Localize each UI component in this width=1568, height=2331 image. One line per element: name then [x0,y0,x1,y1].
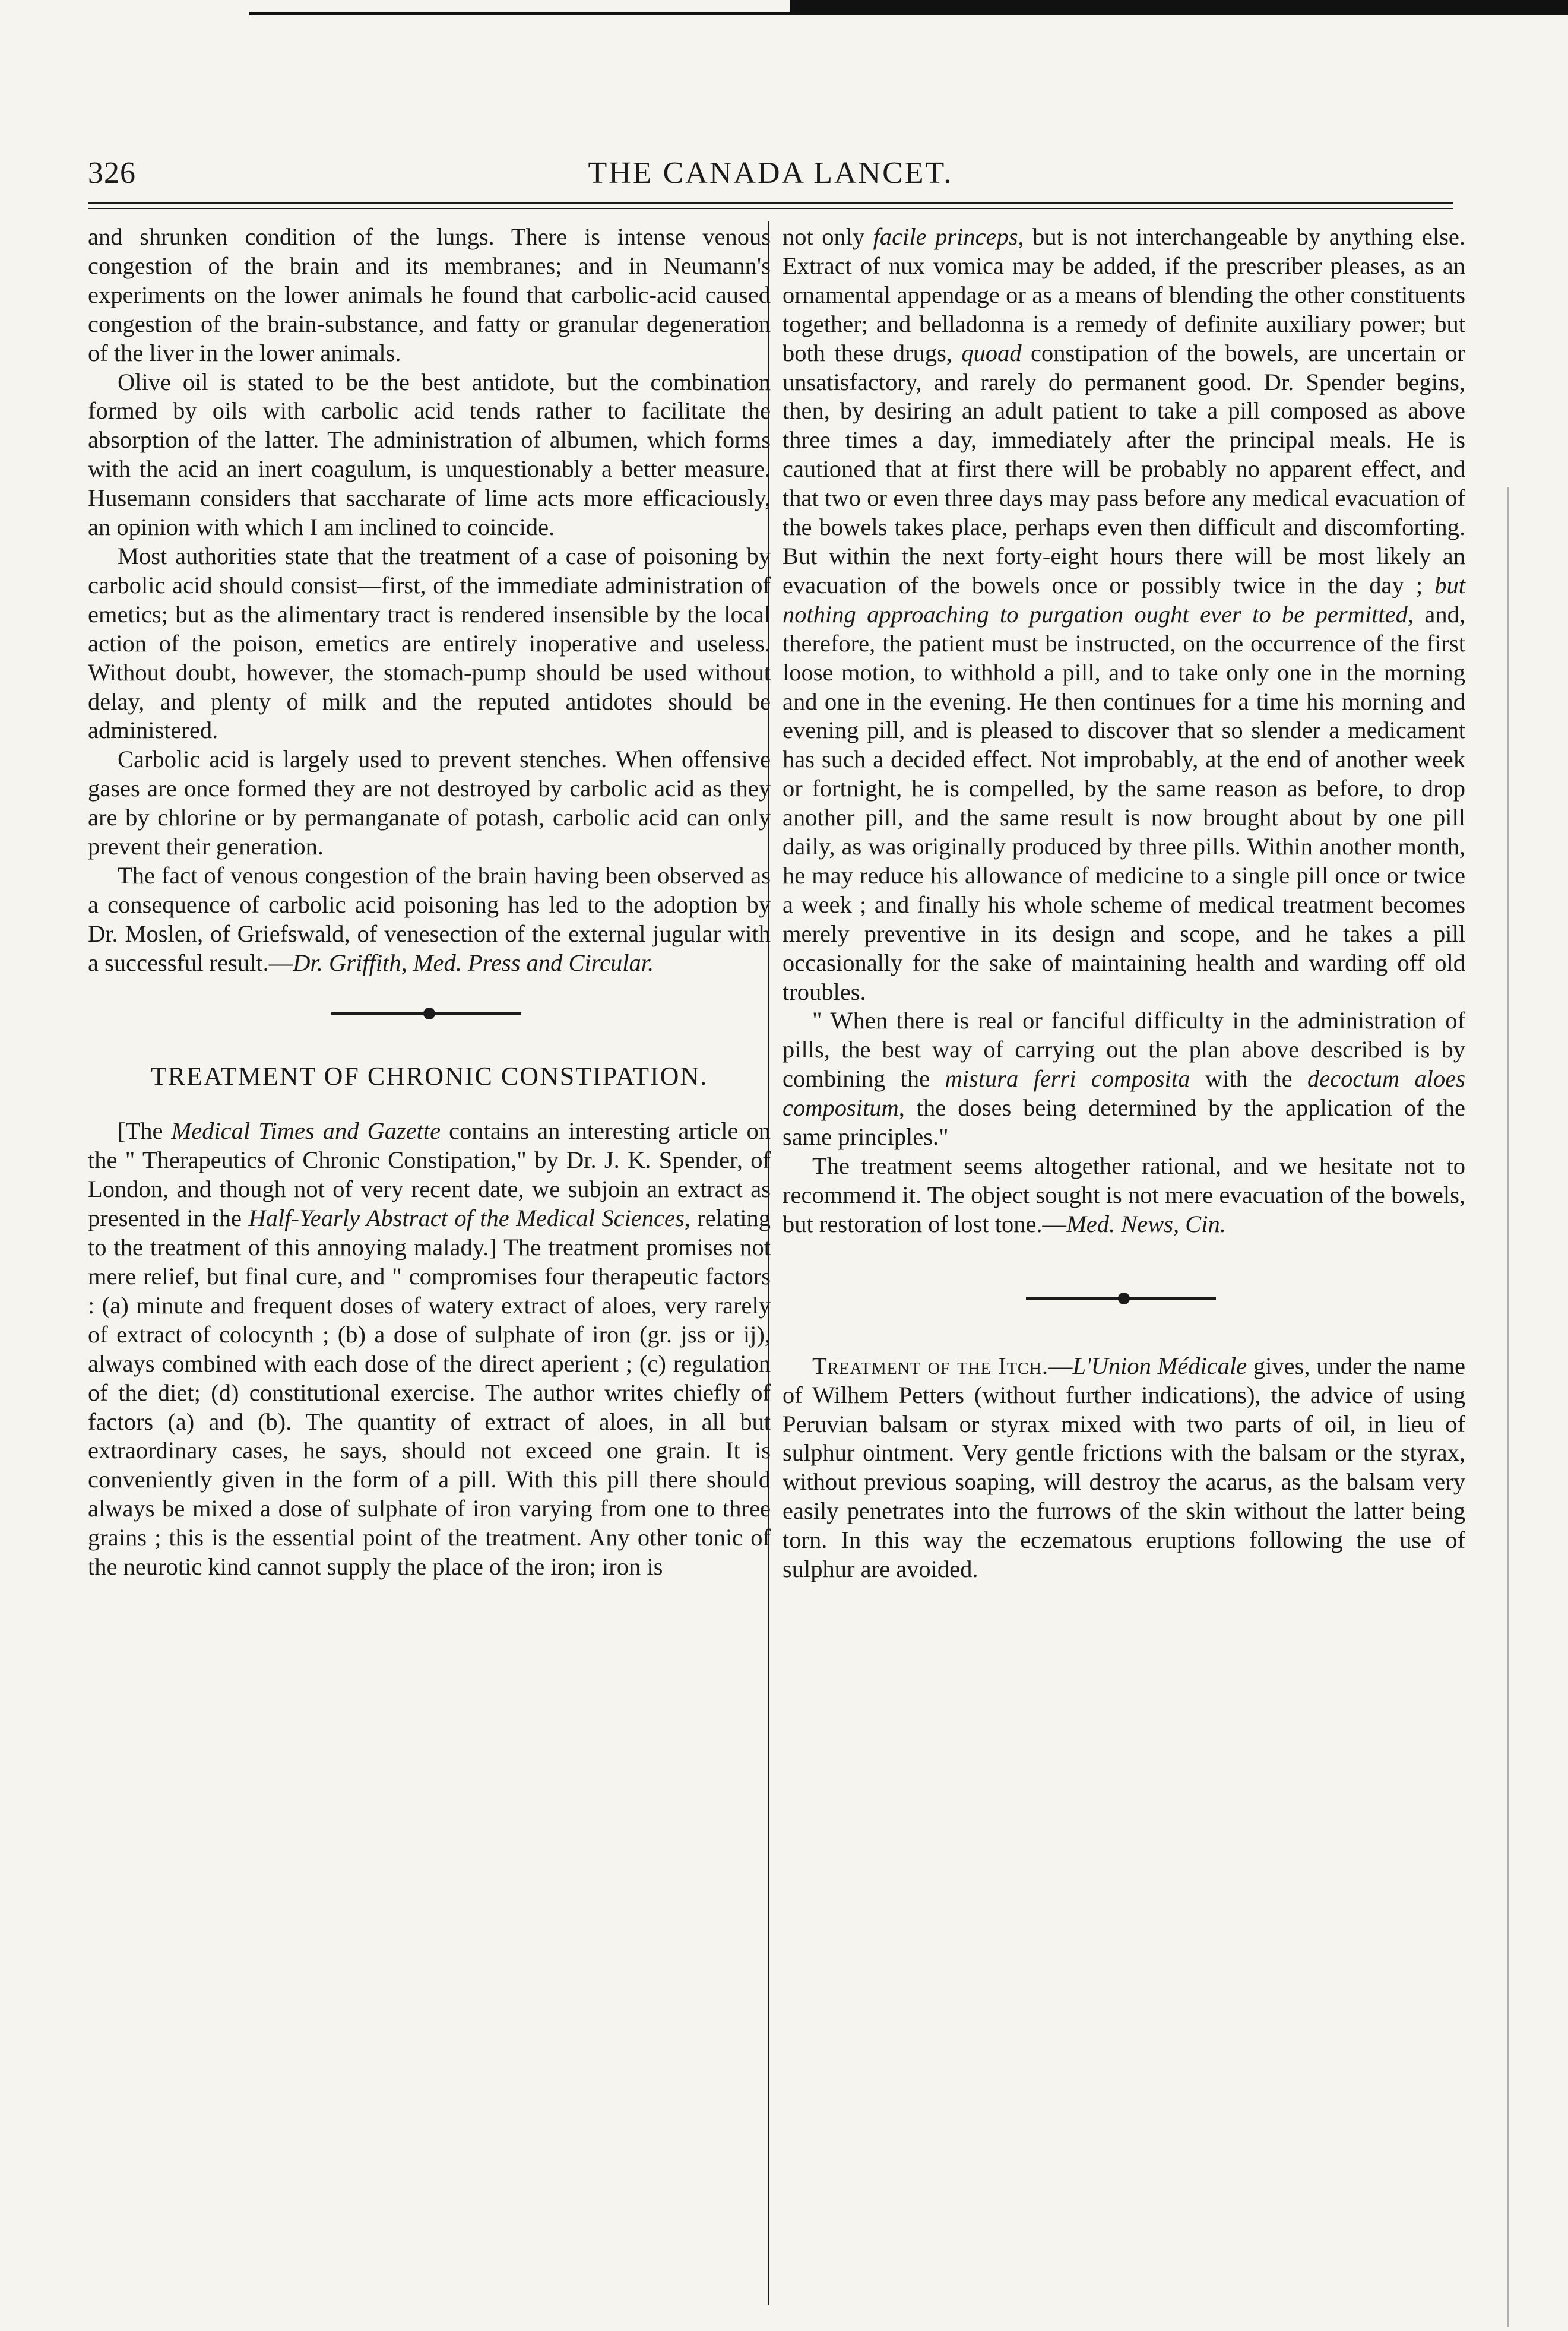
paragraph-text: " When there is real or fanciful difficulty in the administration of pills, the best way of carrying out the plan above described is by combining the [783,1007,1465,1092]
paragraph [88,862,771,978]
paragraph-text: , but is not interchangeable by anything else. Extract of nux vomica may be added, if the prescriber pleases, as an ornamental appendage or as a means of blending the other constituents together; and belladonna is a remedy of definite auxiliary power; but both these drugs, [783,223,1465,366]
italic-phrase: but nothing approaching to purgation ought ever to be permitted [783,571,1465,628]
right-column [783,223,1465,1584]
paragraph-text: not only [783,223,873,250]
ornament-dot [1118,1293,1130,1304]
paragraph-text: , the doses being determined by the application of the same principles." [783,1094,1465,1151]
paragraph: Olive oil is stated to be the best antidote, but the combination formed by oils with carbolic acid tends rather to facilitate the absorption of the latter. The administration of albumen, which forms with the acid an inert coagulum, is unquestionably a better measure. Husemann considers that saccharate of lime acts more efficaciously, an opinion with which I am inclined to coincide. [88,368,771,541]
paragraph: Most authorities state that the treatment of a case of poisoning by carbolic acid should consist—first, of the immediate administration of emetics; but as the alimentary tract is rendered insensible by the local action of the poison, emetics are entirely inoperative and useless. Without doubt, however, the stomach-pump should be used without delay, and plenty of milk and the reputed antidotes should be administered. [88,542,771,744]
scan-edge-dark-band [790,0,1568,15]
paragraph [783,223,1465,1006]
header-rule [88,202,1453,209]
paragraph-text: The treatment seems altogether rational, and we hesitate not to recommend it. The object sought is not mere evacuation of the bowels, but restoration of lost tone.— [783,1152,1465,1237]
paragraph-text: contains an interesting article on the " Therapeutics of Chronic Constipation," by Dr. J. K. Spender, of London, and though not of very recent date, we subjoin an extract as presented in the [88,1117,771,1232]
section-ornament [88,996,771,1031]
paragraph-text: [The [118,1117,172,1145]
journal-title: L'Union Médicale [1072,1352,1247,1379]
scan-top-edge [0,0,1568,36]
paragraph-text: — [1048,1352,1073,1379]
journal-title: Half-Yearly Abstract of the Medical Sciences [248,1205,685,1232]
citation: Med. News, Cin. [1066,1210,1226,1237]
section-ornament [783,1281,1465,1316]
section-heading: TREATMENT OF CHRONIC CONSTIPATION. [150,1061,708,1091]
italic-phrase: quoad [961,339,1022,366]
running-title: THE CANADA LANCET. [588,156,954,190]
italic-phrase: mistura ferri composita [945,1065,1190,1092]
paragraph [783,1006,1465,1152]
paragraph: Carbolic acid is largely used to prevent stenches. When offensive gases are once formed they are not destroyed by carbolic acid as they are by chlorine or by permanganate of potash, carbolic acid can only prevent their generation. [88,746,771,860]
scan-margin-line [1507,487,1509,2327]
paragraph [783,1152,1465,1239]
paragraph [88,1117,771,1582]
journal-title: Medical Times and Gazette [171,1117,441,1145]
page-header [88,156,1453,203]
citation: Dr. Griffith, Med. Press and Circular. [293,949,654,976]
paragraph [783,1352,1465,1584]
paragraph-text: The fact of venous congestion of the brain having been observed as a consequence of carbolic acid poisoning has led to the adoption by Dr. Moslen, of Griefswald, of venesection of the external jugular with a successful result.— [88,862,771,976]
page-number: 326 [88,156,136,190]
paragraph-text: , and, therefore, the patient must be instructed, on the occurrence of the first loose motion, to withhold a pill, and to take only one in the morning and one in the evening. He then continues for a time his morning and evening pill, and is pleased to discover that so slender a medicament has such a decided effect. Not improbably, at the end of another week or fortnight, he is compelled, by the same reason as before, to drop another pill, and the same result is now brought about by one pill daily, as was originally produced by three pills. Within another month, he may reduce his allowance of medicine to a single pill once or twice a week ; and finally his whole scheme of medical treatment becomes merely preventive in its design and scope, and he takes a pill occasionally for the sake of maintaining health and warding off old troubles. [783,600,1465,1005]
left-column [88,223,771,1582]
ornament-dot [423,1008,435,1019]
italic-phrase: facile princeps [873,223,1018,250]
paragraph-text: constipation of the bowels, are uncertain or unsatisfactory, and rarely do permanent good. Dr. Spender begins, then, by desiring an adult patient to take a pill composed as above three times a day, immediately after the principal meals. He is cautioned that at first there will be probably no apparent effect, and that two or even three days may pass before any medical evacuation of the bowels takes place, perhaps even then difficult and discomforting. But within the next forty-eight hours there will be most likely an evacuation of the bowels once or possibly twice in the day ; [783,339,1465,598]
paragraph-text: , relating to the treatment of this annoying malady.] The treatment promises not mere relief, but final cure, and " compromises four therapeutic factors : (a) minute and frequent doses of watery extract of aloes, very rarely of extract of colocynth ; (b) a dose of sulphate of iron (gr. jss or ij), always combined with each dose of the direct aperient ; (c) regulation of the diet; (d) constitutional exercise. The author writes chiefly of factors (a) and (b). The quantity of extract of aloes, in all but extraordinary cases, he says, should not exceed one grain. It is conveniently given in the form of a pill. With this pill there should always be mixed a dose of sulphate of iron varying from one to three grains ; this is the essential point of the treatment. Any other tonic of the neurotic kind cannot supply the place of the iron; iron is [88,1205,771,1581]
paragraph-text: gives, under the name of Wilhem Petters (without further indications), the advice of using Peruvian balsam or styrax mixed with two parts of oil, in lieu of sulphur ointment. Very gentle frictions with the balsam or the styrax, without previous soaping, will destroy the acarus, as the balsam very easily penetrates into the furrows of the skin without the latter being torn. In this way the eczematous eruptions following the use of sulphur are avoided. [783,1352,1465,1583]
paragraph: and shrunken condition of the lungs. There is intense venous congestion of the brain and its membranes; and in Neumann's experiments on the lower animals he found that carbolic-acid caused congestion of the brain-substance, and fatty or granular degeneration of the liver in the lower animals. [88,223,771,366]
section-heading: Treatment of the Itch. [812,1352,1048,1379]
italic-phrase: decoctum aloes compositum [783,1065,1466,1122]
paragraph-text: with the [1190,1065,1307,1092]
scan-edge-thin-band [249,12,790,15]
